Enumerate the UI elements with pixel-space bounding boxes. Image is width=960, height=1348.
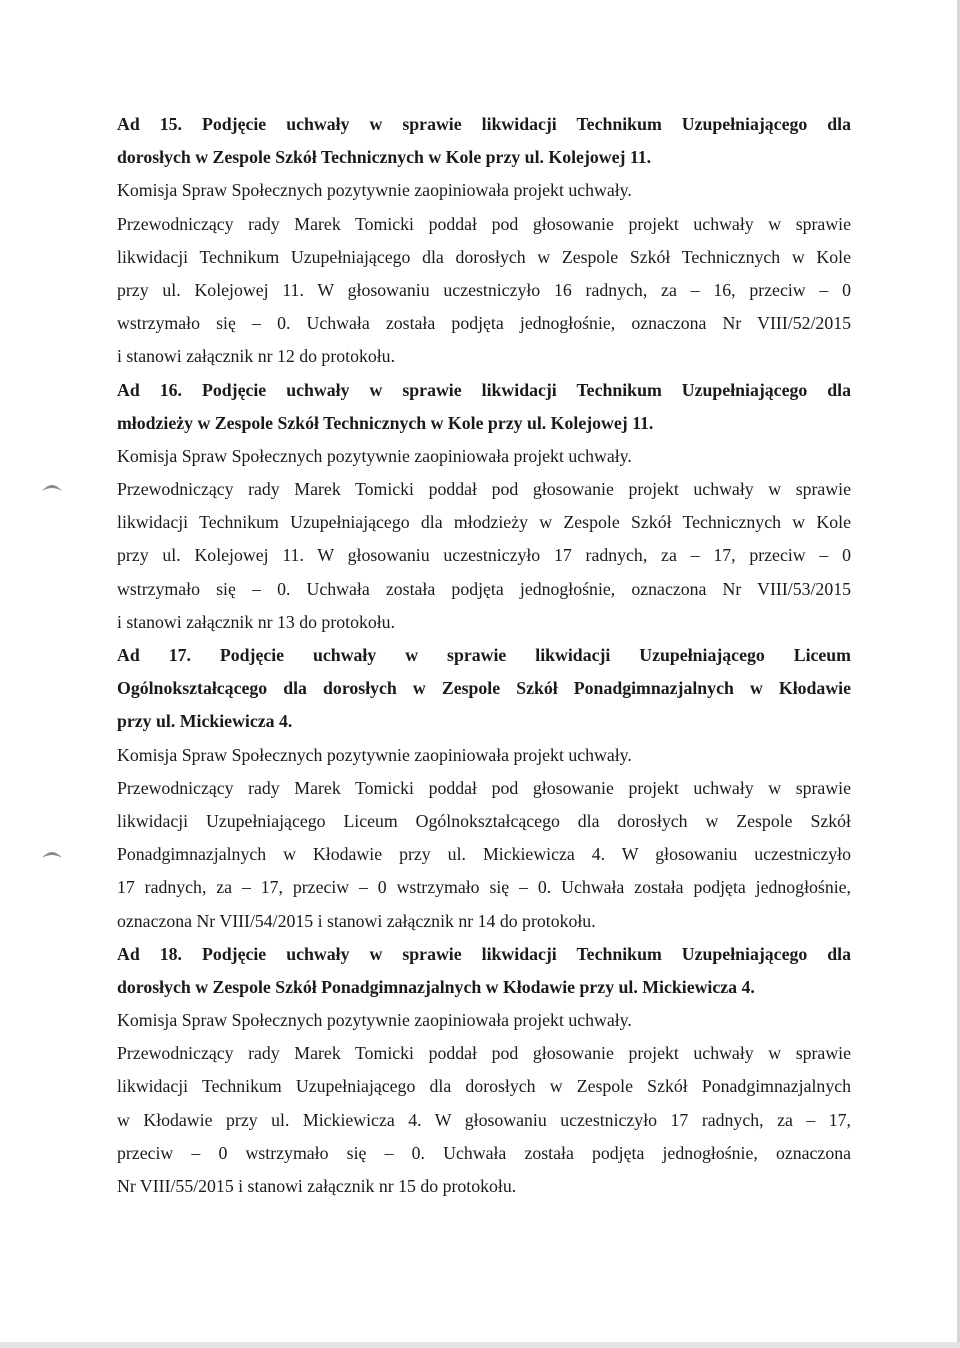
section-heading-line: młodzieży w Zespole Szkół Technicznych w Kole przy ul. Kolejowej 11. xyxy=(117,412,654,433)
commission-opinion-line: Komisja Spraw Społecznych pozytywnie zaopiniowała projekt uchwały. xyxy=(117,744,632,765)
vote-description-line: Przewodniczący rady Marek Tomicki poddał pod głosowanie projekt uchwały w sprawie xyxy=(117,213,851,234)
vote-description-line: likwidacji Uzupełniającego Liceum Ogólnokształcącego dla dorosłych w Zespole Szkół xyxy=(117,810,851,831)
agenda-item-section xyxy=(117,938,851,1204)
section-heading-line: Ogólnokształcącego dla dorosłych w Zespole Szkół Ponadgimnazjalnych w Kłodawie xyxy=(117,678,851,699)
section-heading-line: dorosłych w Zespole Szkół Technicznych w Kole przy ul. Kolejowej 11. xyxy=(117,147,652,168)
vote-description-line: Przewodniczący rady Marek Tomicki poddał pod głosowanie projekt uchwały w sprawie xyxy=(117,479,851,500)
agenda-item-section xyxy=(117,108,851,374)
vote-description-line: Przewodniczący rady Marek Tomicki poddał pod głosowanie projekt uchwały w sprawie xyxy=(117,1043,851,1064)
agenda-item-section xyxy=(117,639,851,938)
vote-description-line: przeciw – 0 wstrzymało się – 0. Uchwała została podjęta jednogłośnie, oznaczona xyxy=(117,1142,851,1163)
vote-description-line: Ponadgimnazjalnych w Kłodawie przy ul. Mickiewicza 4. W głosowaniu uczestniczyło xyxy=(117,844,851,865)
vote-description-line: likwidacji Technikum Uzupełniającego dla młodzieży w Zespole Szkół Technicznych w Kole xyxy=(117,512,851,533)
vote-description-line: wstrzymało się – 0. Uchwała została podjęta jednogłośnie, oznaczona Nr VIII/52/2015 xyxy=(117,313,851,334)
vote-description-line: oznaczona Nr VIII/54/2015 i stanowi załącznik nr 14 do protokołu. xyxy=(117,910,596,931)
vote-description-line: i stanowi załącznik nr 12 do protokołu. xyxy=(117,346,396,367)
vote-description-line: Nr VIII/55/2015 i stanowi załącznik nr 15 do protokołu. xyxy=(117,1176,517,1196)
commission-opinion-line: Komisja Spraw Społecznych pozytywnie zaopiniowała projekt uchwały. xyxy=(117,445,632,466)
vote-description-line: wstrzymało się – 0. Uchwała została podjęta jednogłośnie, oznaczona Nr VIII/53/2015 xyxy=(117,578,851,599)
section-heading-line: Ad 15. Podjęcie uchwały w sprawie likwidacji Technikum Uzupełniającego dla xyxy=(117,114,851,134)
document-body xyxy=(117,108,851,1203)
section-heading-line: dorosłych w Zespole Szkół Ponadgimnazjalnych w Kłodawie przy ul. Mickiewicza 4. xyxy=(117,976,755,997)
punch-hole-icon xyxy=(40,845,64,861)
section-heading-line: Ad 16. Podjęcie uchwały w sprawie likwidacji Technikum Uzupełniającego dla xyxy=(117,379,851,400)
vote-description-line: przy ul. Kolejowej 11. W głosowaniu uczestniczyło 17 radnych, za – 17, przeciw – 0 xyxy=(117,545,851,566)
vote-description-line: likwidacji Technikum Uzupełniającego dla dorosłych w Zespole Szkół Ponadgimnazjalnych xyxy=(117,1076,851,1097)
vote-description-line: likwidacji Technikum Uzupełniającego dla dorosłych w Zespole Szkół Technicznych w Kole xyxy=(117,246,851,267)
vote-description-line: przy ul. Kolejowej 11. W głosowaniu uczestniczyło 16 radnych, za – 16, przeciw – 0 xyxy=(117,279,851,300)
commission-opinion-line: Komisja Spraw Społecznych pozytywnie zaopiniowała projekt uchwały. xyxy=(117,1010,632,1031)
vote-description-line: i stanowi załącznik nr 13 do protokołu. xyxy=(117,611,396,632)
commission-opinion-line: Komisja Spraw Społecznych pozytywnie zaopiniowała projekt uchwały. xyxy=(117,180,632,201)
vote-description-line: 17 radnych, za – 17, przeciw – 0 wstrzymało się – 0. Uchwała została podjęta jednogłośnie, xyxy=(117,877,851,898)
section-heading-line: Ad 17. Podjęcie uchwały w sprawie likwidacji Uzupełniającego Liceum xyxy=(117,645,851,665)
section-heading-line: Ad 18. Podjęcie uchwały w sprawie likwidacji Technikum Uzupełniającego dla xyxy=(117,943,851,964)
page-bottom-shadow xyxy=(0,1342,960,1348)
section-heading-line: przy ul. Mickiewicza 4. xyxy=(117,711,293,732)
vote-description-line: Przewodniczący rady Marek Tomicki poddał pod głosowanie projekt uchwały w sprawie xyxy=(117,777,851,798)
vote-description-line: w Kłodawie przy ul. Mickiewicza 4. W głosowaniu uczestniczyło 17 radnych, za – 17, xyxy=(117,1109,851,1130)
punch-hole-icon xyxy=(40,478,64,494)
agenda-item-section xyxy=(117,374,851,640)
